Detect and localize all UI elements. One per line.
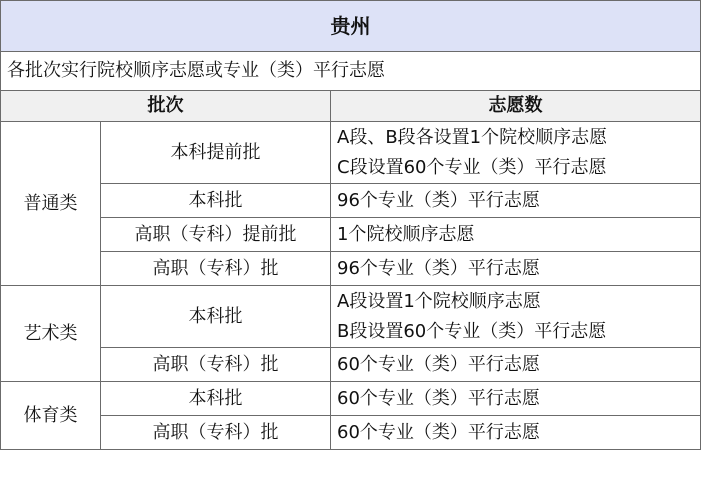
batch-cell: 高职（专科）批 bbox=[101, 348, 331, 382]
category-cell: 艺术类 bbox=[1, 286, 101, 382]
table-row bbox=[1, 286, 701, 348]
desc-cell: 60个专业（类）平行志愿 bbox=[331, 416, 701, 450]
title-row bbox=[1, 1, 701, 52]
table-row bbox=[1, 382, 701, 416]
table-row bbox=[1, 348, 701, 382]
header-row bbox=[1, 91, 701, 122]
intro-row bbox=[1, 52, 701, 91]
table-row bbox=[1, 184, 701, 218]
desc-cell: 60个专业（类）平行志愿 bbox=[331, 348, 701, 382]
desc-line: B段设置60个专业（类）平行志愿 bbox=[337, 320, 607, 342]
header-count: 志愿数 bbox=[331, 91, 701, 122]
desc-cell: 96个专业（类）平行志愿 bbox=[331, 184, 701, 218]
table-row bbox=[1, 252, 701, 286]
desc-cell bbox=[331, 286, 701, 348]
desc-line: A段设置1个院校顺序志愿 bbox=[337, 290, 541, 312]
intro-text: 各批次实行院校顺序志愿或专业（类）平行志愿 bbox=[1, 52, 701, 91]
batch-cell: 本科提前批 bbox=[101, 122, 331, 184]
category-cell: 体育类 bbox=[1, 382, 101, 450]
batch-cell: 本科批 bbox=[101, 382, 331, 416]
batch-cell: 高职（专科）提前批 bbox=[101, 218, 331, 252]
desc-cell: 60个专业（类）平行志愿 bbox=[331, 382, 701, 416]
batch-cell: 高职（专科）批 bbox=[101, 416, 331, 450]
desc-cell: 1个院校顺序志愿 bbox=[331, 218, 701, 252]
desc-line: A段、B段各设置1个院校顺序志愿 bbox=[337, 126, 608, 148]
batch-cell: 本科批 bbox=[101, 286, 331, 348]
table-row bbox=[1, 416, 701, 450]
table-row bbox=[1, 122, 701, 184]
desc-line: C段设置60个专业（类）平行志愿 bbox=[337, 156, 607, 178]
header-batch: 批次 bbox=[1, 91, 331, 122]
desc-cell bbox=[331, 122, 701, 184]
table-row bbox=[1, 218, 701, 252]
province-title: 贵州 bbox=[1, 1, 701, 52]
desc-cell: 96个专业（类）平行志愿 bbox=[331, 252, 701, 286]
batch-cell: 本科批 bbox=[101, 184, 331, 218]
batch-cell: 高职（专科）批 bbox=[101, 252, 331, 286]
category-cell: 普通类 bbox=[1, 122, 101, 286]
